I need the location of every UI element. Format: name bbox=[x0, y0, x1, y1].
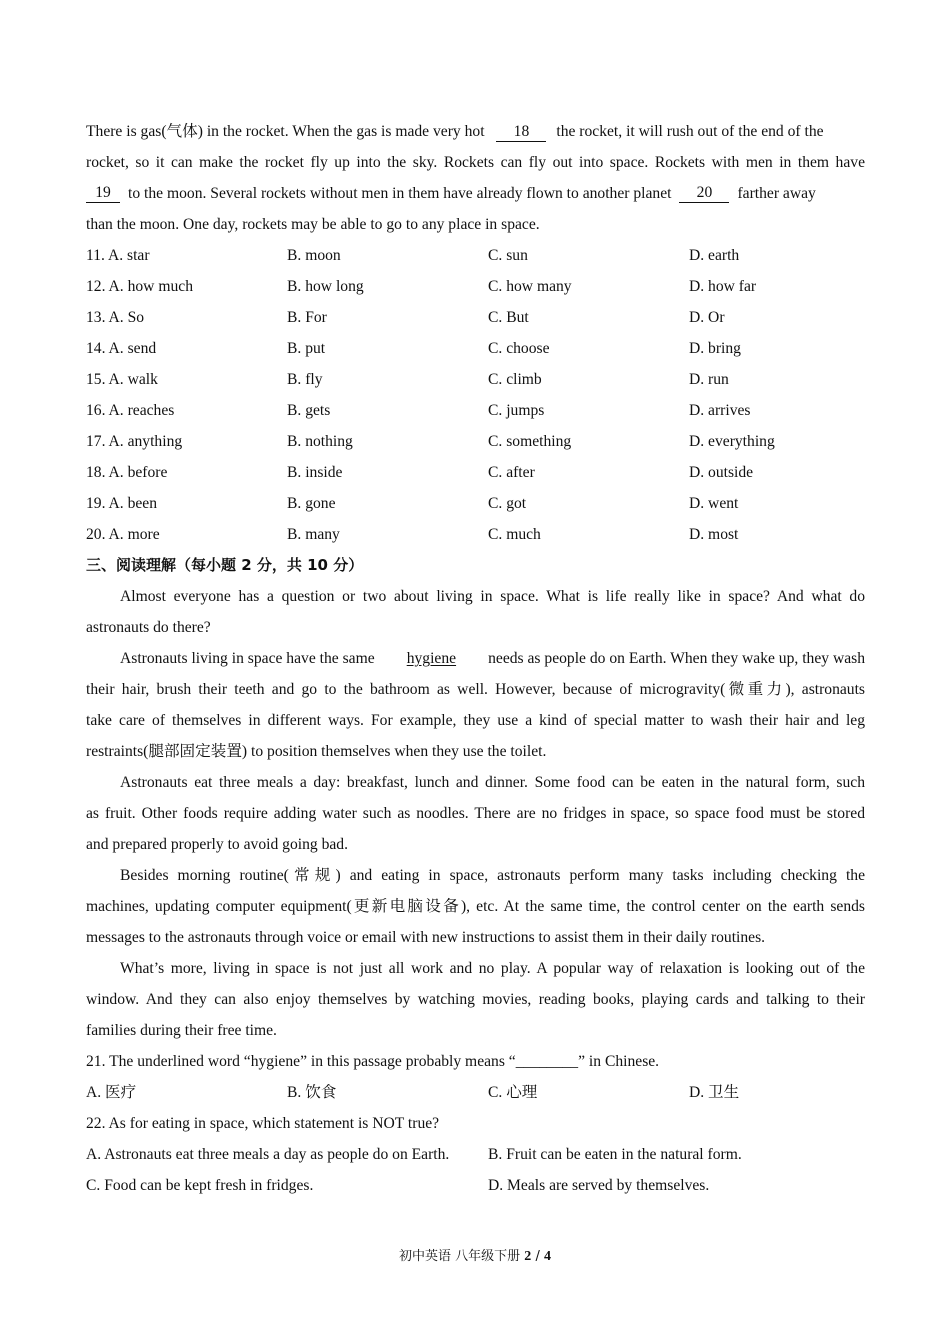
cloze-option-row bbox=[86, 364, 865, 395]
reading-text: Astronauts living in space have the same bbox=[120, 650, 375, 667]
question-22-stem: 22. As for eating in space, which statement is NOT true? bbox=[86, 1115, 440, 1132]
option-b[interactable]: B. gets bbox=[287, 402, 331, 419]
cloze-option-row bbox=[86, 457, 865, 488]
question-21-options bbox=[86, 1077, 865, 1108]
option-c[interactable]: C. how many bbox=[488, 278, 572, 295]
option-a[interactable]: 11. A. star bbox=[86, 247, 150, 264]
option-b[interactable]: B. moon bbox=[287, 247, 341, 264]
reading-text: needs as people do on Earth. When they wake up, they wash bbox=[488, 650, 865, 667]
reading-paragraph-5-line: window. And they can also enjoy themselves by watching movies, reading books, playing cards and talking to their bbox=[86, 991, 865, 1008]
cloze-options bbox=[86, 240, 865, 550]
option-c[interactable]: C. sun bbox=[488, 247, 528, 264]
option-b[interactable]: B. fly bbox=[287, 371, 323, 388]
reading-paragraph-2-line: take care of themselves in different ways. For example, they use a kind of special matter to wash their hair and leg bbox=[86, 712, 865, 729]
option-b[interactable]: B. gone bbox=[287, 495, 336, 512]
option-d[interactable]: D. run bbox=[689, 371, 729, 388]
option-c[interactable]: C. choose bbox=[488, 340, 550, 357]
cloze-option-row bbox=[86, 271, 865, 302]
passage-text: There is gas(气体) in the rocket. When the gas is made very hot bbox=[86, 123, 485, 140]
reading-paragraph-1-line: astronauts do there? bbox=[86, 619, 211, 636]
cloze-option-row bbox=[86, 302, 865, 333]
option-d[interactable]: D. went bbox=[689, 495, 739, 512]
passage-line-1 bbox=[86, 116, 865, 147]
option-d[interactable]: D. outside bbox=[689, 464, 754, 481]
reading-paragraph-4-line: messages to the astronauts through voice or email with new instructions to assist them in their daily routines. bbox=[86, 929, 766, 946]
reading-paragraph-2-line: their hair, brush their teeth and go to the bathroom as well. However, because of microgravity(微重力), astronauts bbox=[86, 681, 865, 698]
footer-total-pages: 4 bbox=[543, 1249, 551, 1264]
reading-paragraph-5-line: What’s more, living in space is not just all work and no play. A popular way of relaxation is looking out of the bbox=[120, 960, 865, 977]
option-c[interactable]: C. Food can be kept fresh in fridges. bbox=[86, 1177, 314, 1194]
reading-paragraph-2-line bbox=[86, 643, 865, 674]
cloze-option-row bbox=[86, 519, 865, 550]
cloze-option-row bbox=[86, 426, 865, 457]
reading-paragraph-3-line: as fruit. Other foods require adding water such as noodles. There are no fridges in space, so space food must be stored bbox=[86, 805, 865, 822]
blank-20: 20 bbox=[679, 184, 729, 203]
cloze-option-row bbox=[86, 488, 865, 519]
section-heading: 三、阅读理解（每小题 2 分，共 10 分） bbox=[86, 556, 364, 574]
option-a[interactable]: 13. A. So bbox=[86, 309, 145, 326]
passage-line-3 bbox=[86, 178, 865, 209]
option-a[interactable]: 14. A. send bbox=[86, 340, 157, 357]
option-c[interactable]: C. But bbox=[488, 309, 529, 326]
reading-paragraph-4-line: Besides morning routine(常规) and eating in space, astronauts perform many tasks including checking the bbox=[120, 867, 865, 884]
option-b[interactable]: B. how long bbox=[287, 278, 364, 295]
cloze-option-row bbox=[86, 395, 865, 426]
footer-label: 初中英语 八年级下册 bbox=[399, 1249, 521, 1264]
option-a[interactable]: 17. A. anything bbox=[86, 433, 183, 450]
option-d[interactable]: D. bring bbox=[689, 340, 741, 357]
reading-paragraph-4-line: machines, updating computer equipment(更新电脑设备), etc. At the same time, the control center on the earth sends bbox=[86, 898, 865, 915]
option-d[interactable]: D. 卫生 bbox=[689, 1084, 740, 1101]
option-b[interactable]: B. nothing bbox=[287, 433, 353, 450]
option-d[interactable]: D. everything bbox=[689, 433, 775, 450]
passage-text: the rocket, it will rush out of the end of the bbox=[556, 123, 824, 140]
option-c[interactable]: C. something bbox=[488, 433, 572, 450]
reading-paragraph-2-line: restraints(腿部固定装置) to position themselves when they use the toilet. bbox=[86, 743, 547, 760]
footer-page-number: 2 bbox=[524, 1249, 532, 1264]
cloze-option-row bbox=[86, 240, 865, 271]
option-d[interactable]: D. most bbox=[689, 526, 739, 543]
blank-19: 19 bbox=[86, 184, 120, 203]
reading-paragraph-1-line: Almost everyone has a question or two about living in space. What is life really like in space? And what do bbox=[120, 588, 865, 605]
option-c[interactable]: C. 心理 bbox=[488, 1084, 538, 1101]
option-d[interactable]: D. earth bbox=[689, 247, 740, 264]
option-d[interactable]: D. arrives bbox=[689, 402, 751, 419]
option-a[interactable]: A. Astronauts eat three meals a day as people do on Earth. bbox=[86, 1146, 450, 1163]
option-a[interactable]: 19. A. been bbox=[86, 495, 158, 512]
option-a[interactable]: 15. A. walk bbox=[86, 371, 158, 388]
question-22-options-row-1 bbox=[86, 1139, 865, 1170]
option-a[interactable]: 12. A. how much bbox=[86, 278, 193, 295]
footer-separator: / bbox=[535, 1249, 540, 1264]
option-c[interactable]: C. climb bbox=[488, 371, 542, 388]
option-b[interactable]: B. Fruit can be eaten in the natural form. bbox=[488, 1146, 742, 1163]
passage-text: farther away bbox=[737, 185, 816, 202]
passage-line-4: than the moon. One day, rockets may be able to go to any place in space. bbox=[86, 216, 540, 233]
option-d[interactable]: D. how far bbox=[689, 278, 757, 295]
option-a[interactable]: 20. A. more bbox=[86, 526, 160, 543]
reading-paragraph-5-line: families during their free time. bbox=[86, 1022, 277, 1039]
option-b[interactable]: B. 饮食 bbox=[287, 1084, 337, 1101]
option-a[interactable]: 18. A. before bbox=[86, 464, 168, 481]
passage-text: to the moon. Several rockets without men in them have already flown to another planet bbox=[128, 185, 672, 202]
option-a[interactable]: 16. A. reaches bbox=[86, 402, 175, 419]
option-c[interactable]: C. much bbox=[488, 526, 541, 543]
passage-line-2: rocket, so it can make the rocket fly up into the sky. Rockets can fly out into space. Rockets with men in them have bbox=[86, 154, 865, 171]
reading-paragraph-3-line: Astronauts eat three meals a day: breakfast, lunch and dinner. Some food can be eaten in the natural form, such bbox=[120, 774, 865, 791]
reading-paragraph-3-line: and prepared properly to avoid going bad. bbox=[86, 836, 348, 853]
option-a[interactable]: A. 医疗 bbox=[86, 1084, 137, 1101]
option-c[interactable]: C. jumps bbox=[488, 402, 545, 419]
option-d[interactable]: D. Meals are served by themselves. bbox=[488, 1177, 710, 1194]
exam-page bbox=[86, 116, 865, 1201]
cloze-option-row bbox=[86, 333, 865, 364]
option-b[interactable]: B. many bbox=[287, 526, 340, 543]
option-b[interactable]: B. put bbox=[287, 340, 326, 357]
option-c[interactable]: C. after bbox=[488, 464, 535, 481]
question-21-stem: 21. The underlined word “hygiene” in this passage probably means “________” in Chinese. bbox=[86, 1053, 660, 1070]
page-footer bbox=[0, 1245, 950, 1265]
underlined-word-hygiene: hygiene bbox=[406, 650, 457, 667]
question-22-options-row-2 bbox=[86, 1170, 865, 1201]
option-c[interactable]: C. got bbox=[488, 495, 527, 512]
option-b[interactable]: B. For bbox=[287, 309, 327, 326]
option-d[interactable]: D. Or bbox=[689, 309, 725, 326]
option-b[interactable]: B. inside bbox=[287, 464, 343, 481]
blank-18: 18 bbox=[496, 123, 546, 142]
